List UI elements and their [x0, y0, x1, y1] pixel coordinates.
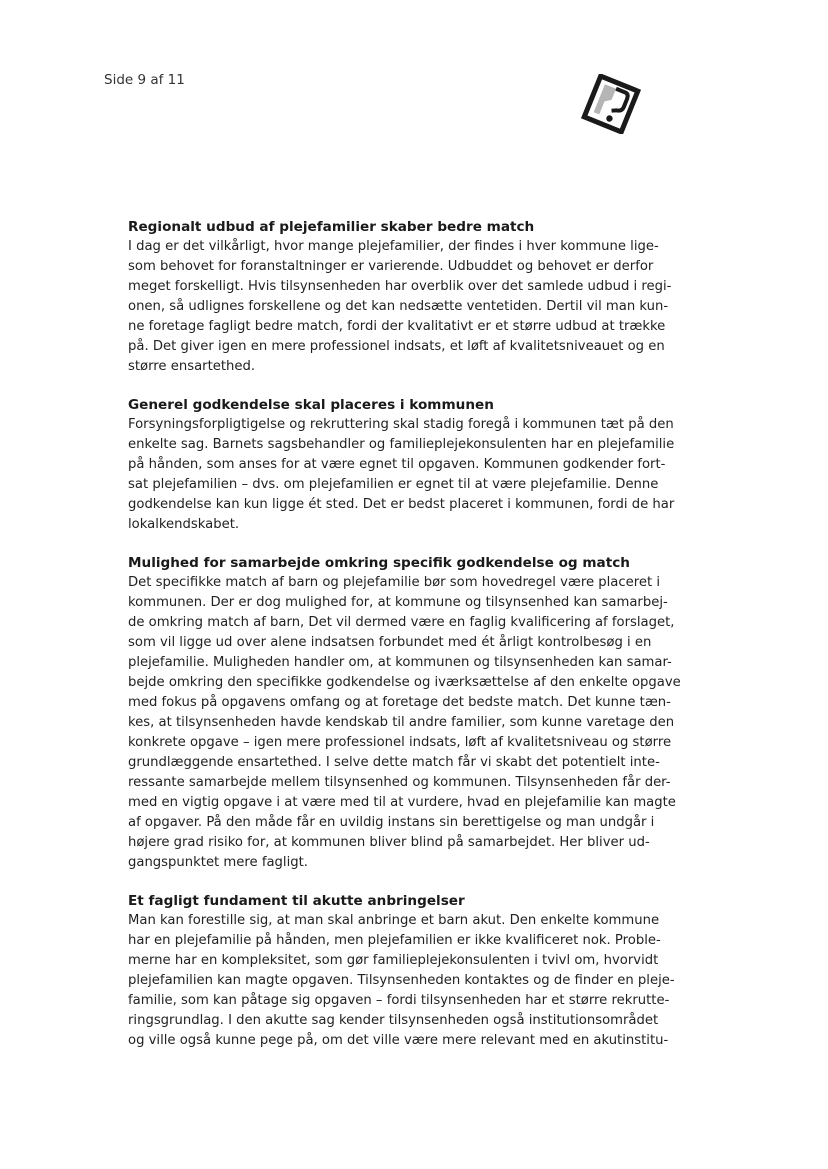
paragraph-line: ringsgrundlag. I den akutte sag kender tilsynsenheden også institutionsområdet	[128, 1013, 659, 1028]
paragraph-line: bejde omkring den specifikke godkendelse og iværksættelse af den enkelte opgave	[128, 675, 681, 690]
logo-icon	[580, 74, 642, 134]
page-number: Side 9 af 11	[104, 72, 185, 88]
paragraph-line: Man kan forestille sig, at man skal anbringe et barn akut. Den enkelte kommune	[128, 913, 660, 928]
document-body	[128, 217, 698, 1069]
paragraph-line: som vil ligge ud over alene indsatsen forbundet med ét årligt kontrolbesøg i en	[128, 635, 652, 650]
section-akutte-anbringelser	[128, 891, 698, 1051]
paragraph-line: og ville også kunne pege på, om det ville være mere relevant med en akutinstitu-	[128, 1033, 669, 1048]
paragraph-line: godkendelse kan kun ligge ét sted. Det er bedst placeret i kommunen, fordi de har	[128, 497, 675, 512]
paragraph-line: har en plejefamilie på hånden, men plejefamilien er ikke kvalificeret nok. Proble-	[128, 933, 661, 948]
paragraph-line: grundlæggende ensartethed. I selve dette match får vi skabt det potentielt inte-	[128, 755, 660, 770]
paragraph-line: højere grad risiko for, at kommunen bliver blind på samarbejdet. Her bliver ud-	[128, 835, 650, 850]
paragraph-line: konkrete opgave – igen mere professionel indsats, løft af kvalitetsniveau og større	[128, 735, 672, 750]
paragraph-line: sat plejefamilien – dvs. om plejefamilien er egnet til at være plejefamilie. Denne	[128, 477, 659, 492]
paragraph-line: de omkring match af barn, Det vil dermed være en faglig kvalificering af forslaget,	[128, 615, 675, 630]
paragraph-line: som behovet for foranstaltninger er varierende. Udbuddet og behovet er derfor	[128, 259, 654, 274]
section-heading: Mulighed for samarbejde omkring specifik godkendelse og match	[128, 555, 630, 571]
paragraph-line: plejefamilie. Muligheden handler om, at kommunen og tilsynsenheden kan samar-	[128, 655, 672, 670]
paragraph-line: større ensartethed.	[128, 359, 256, 374]
paragraph-line: kommunen. Der er dog mulighed for, at kommune og tilsynsenhed kan samarbej-	[128, 595, 668, 610]
paragraph-line: ne foretage fagligt bedre match, fordi der kvalitativt er et større udbud at trække	[128, 319, 666, 334]
section-samarbejde	[128, 553, 698, 873]
paragraph-line: gangspunktet mere fagligt.	[128, 855, 308, 870]
paragraph-line: med en vigtig opgave i at være med til at vurdere, hvad en plejefamilie kan magte	[128, 795, 676, 810]
paragraph-line: enkelte sag. Barnets sagsbehandler og familieplejekonsulenten har en plejefamilie	[128, 437, 675, 452]
paragraph-line: familie, som kan påtage sig opgaven – fordi tilsynsenheden har et større rekrutte-	[128, 993, 670, 1008]
paragraph-line: på. Det giver igen en mere professionel indsats, et løft af kvalitetsniveauet og en	[128, 339, 665, 354]
paragraph-line: Det specifikke match af barn og plejefamilie bør som hovedregel være placeret i	[128, 575, 661, 590]
section-heading: Regionalt udbud af plejefamilier skaber bedre match	[128, 219, 535, 235]
paragraph-line: af opgaver. På den måde får en uvildig instans sin berettigelse og man undgår i	[128, 815, 655, 830]
paragraph-line: meget forskelligt. Hvis tilsynsenheden har overblik over det samlede udbud i regi-	[128, 279, 672, 294]
paragraph-line: I dag er det vilkårligt, hvor mange plejefamilier, der findes i hver kommune lige-	[128, 239, 659, 254]
section-heading: Generel godkendelse skal placeres i kommunen	[128, 397, 494, 413]
paragraph-line: kes, at tilsynsenheden havde kendskab til andre familier, som kunne varetage den	[128, 715, 675, 730]
paragraph-line: plejefamilien kan magte opgaven. Tilsynsenheden kontaktes og de finder en pleje-	[128, 973, 675, 988]
section-generel-godkendelse	[128, 395, 698, 535]
paragraph-line: ressante samarbejde mellem tilsynsenhed og kommunen. Tilsynsenheden får der-	[128, 775, 671, 790]
paragraph-line: på hånden, som anses for at være egnet til opgaven. Kommunen godkender fort-	[128, 457, 666, 472]
paragraph-line: med fokus på opgavens omfang og at foretage det bedste match. Det kunne tæn-	[128, 695, 671, 710]
section-heading: Et fagligt fundament til akutte anbringelser	[128, 893, 465, 909]
section-regionalt-udbud	[128, 217, 698, 377]
paragraph-line: Forsyningsforpligtigelse og rekruttering skal stadig foregå i kommunen tæt på den	[128, 417, 674, 432]
paragraph-line: lokalkendskabet.	[128, 517, 240, 532]
paragraph-line: onen, så udlignes forskellene og det kan nedsætte ventetiden. Dertil vil man kun-	[128, 299, 669, 314]
paragraph-line: merne har en kompleksitet, som gør familieplejekonsulenten i tvivl om, hvorvidt	[128, 953, 659, 968]
